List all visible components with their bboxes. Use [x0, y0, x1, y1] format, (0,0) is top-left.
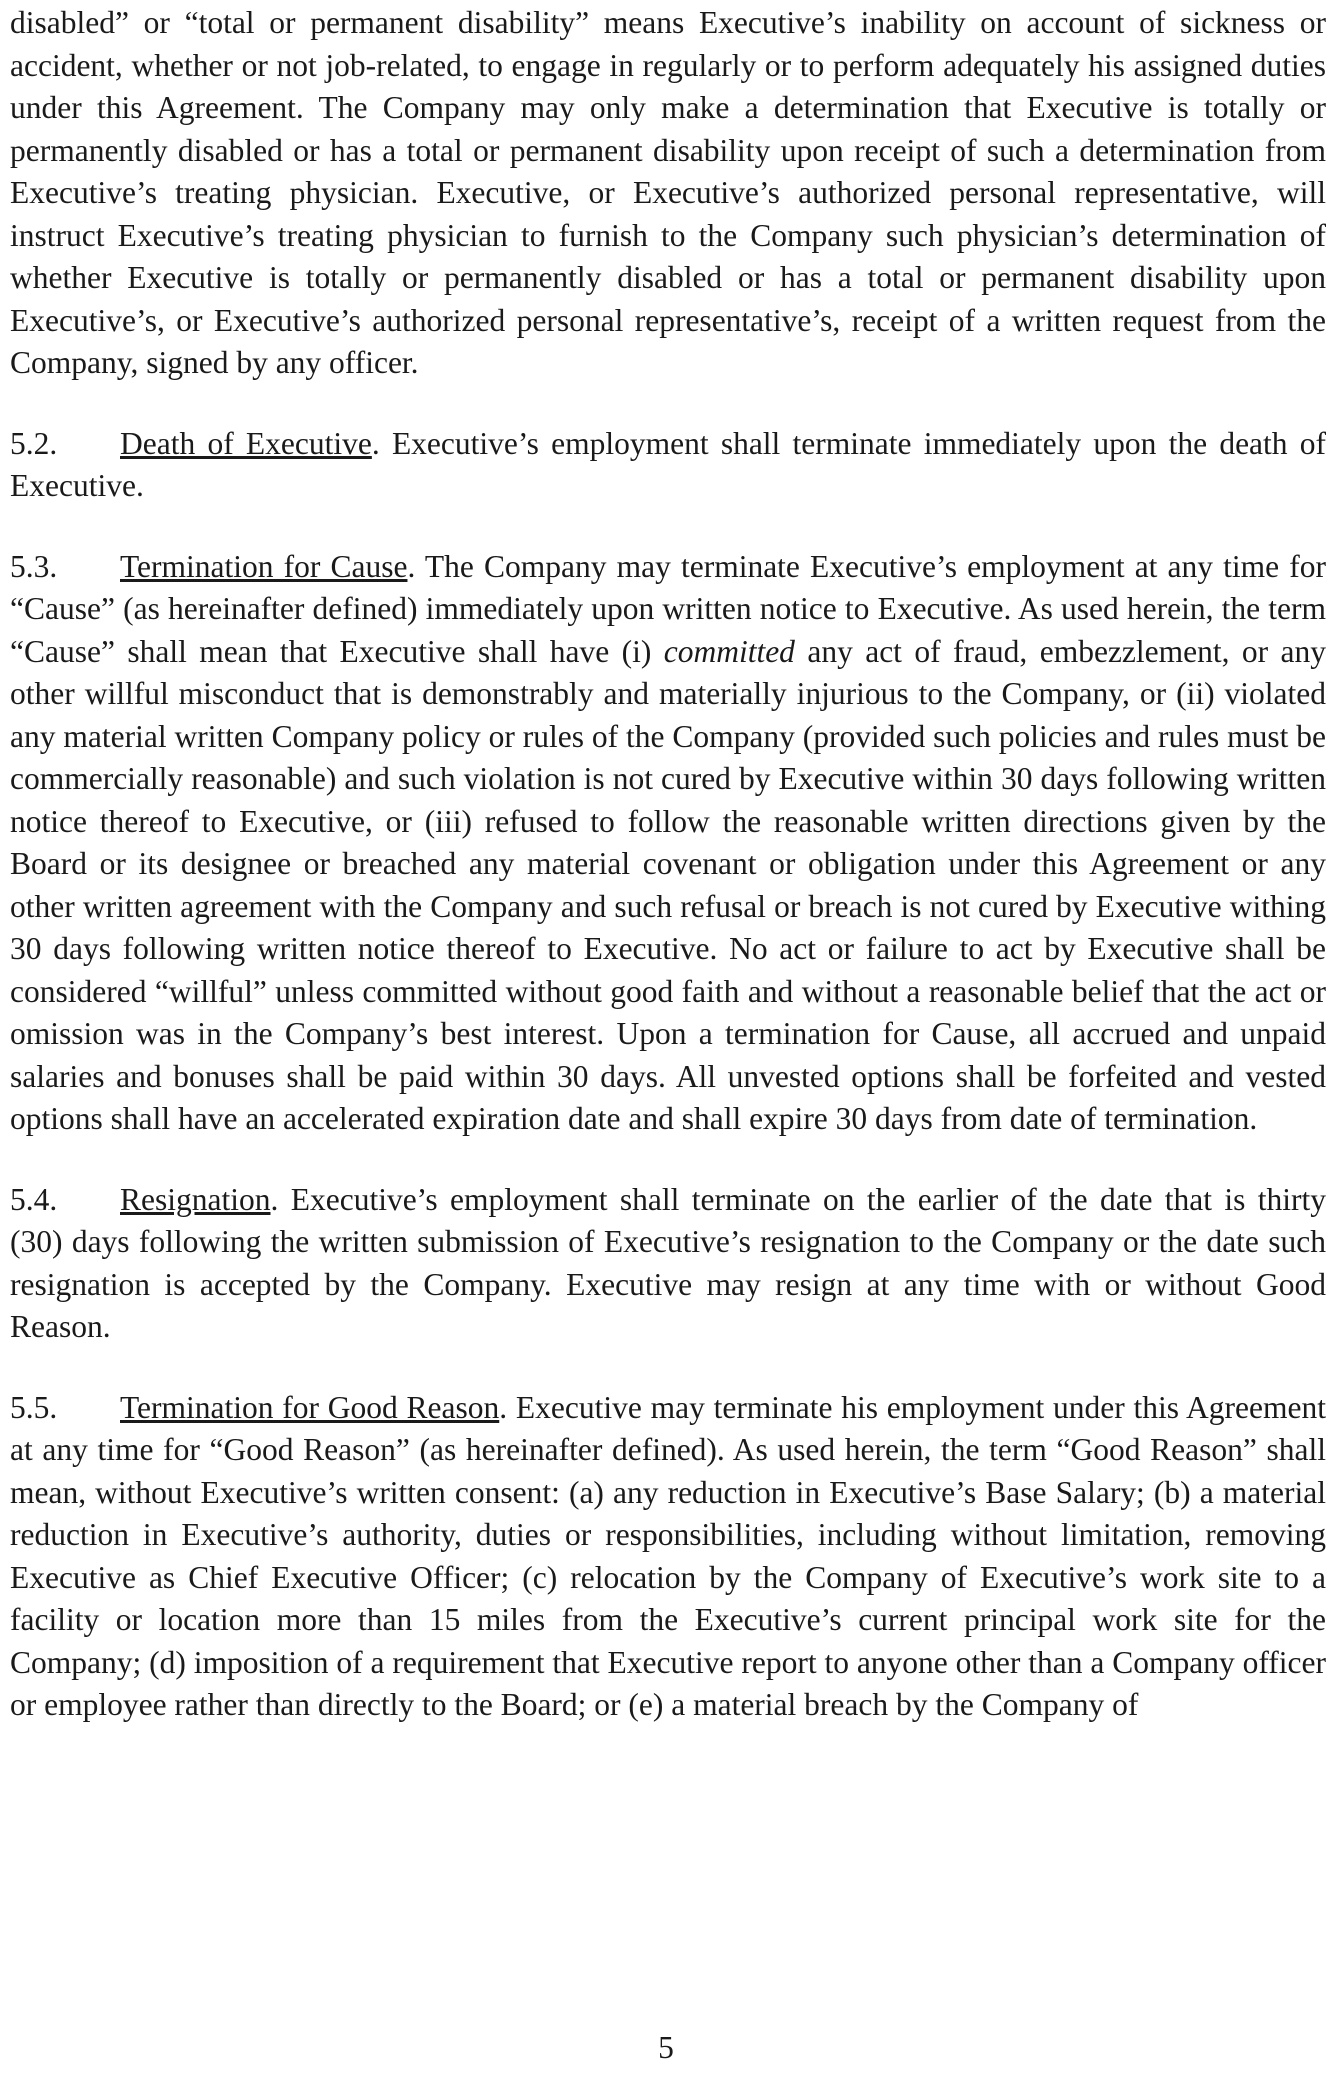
section-body: . The Company may terminate Executive’s employment at any time for “Cause” (as hereinafter defined) immediately upon written notice to Executive. As used herein, the term “Cause” shall mean that Executive shall have (i): [10, 548, 1326, 669]
section-body: . Executive may terminate his employment under this Agreement at any time for “Good Reason” (as hereinafter defined). As used herein, the term “Good Reason” shall mean, without Executive’s written consent: (a) any reduction in Executive’s Base Salary; (b) a material reduction in Executive’s authority, duties or responsibilities, including without limitation, removing Executive as Chief Executive Officer; (c) relocation by the Company of Executive’s work site to a facility or location more than 15 miles from the Executive’s current principal work site for the Company; (d) imposition of a requirement that Executive report to anyone other than a Company officer or employee rather than directly to the Board; or (e) a material breach by the Company of: [10, 1389, 1326, 1722]
section-body: . Executive’s employment shall terminate on the earlier of the date that is thirty (30) days following the written submission of Executive’s resignation to the Company or the date such resignation is accepted by the Company. Executive may resign at any time with or without Good Reason.: [10, 1181, 1326, 1344]
section-heading: Resignation: [120, 1181, 271, 1217]
section-heading: Death of Executive: [120, 425, 372, 461]
section-heading: Termination for Good Reason: [120, 1389, 500, 1425]
section-body: . Executive’s employment shall terminate immediately upon the death of Executive.: [10, 425, 1326, 503]
intro-paragraph: disabled” or “total or permanent disability” means Executive’s inability on account of sickness or accident, whether or not job-related, to engage in regularly or to perform adequately his assigned duties under this Agreement. The Company may only make a determination that Executive is totally or permanently disabled or has a total or permanent disability upon receipt of such a determination from Executive’s treating physician. Executive, or Executive’s authorized personal representative, will instruct Executive’s treating physician to furnish to the Company such physician’s determination of whether Executive is totally or permanently disabled or has a total or permanent disability upon Executive’s, or Executive’s authorized personal representative’s, receipt of a written request from the Company, signed by any officer.: [10, 5, 1326, 380]
section-number: 5.4.: [10, 1181, 58, 1217]
section-number: 5.5.: [10, 1389, 58, 1425]
section-5-2-paragraph: [10, 423, 1326, 508]
paragraph-spacer: [10, 508, 1326, 546]
paragraph-spacer: [10, 385, 1326, 423]
section-5-5-paragraph: [10, 1387, 1326, 1727]
section-body-continued: any act of fraud, embezzlement, or any other willful misconduct that is demonstrably and materially injurious to the Company, or (ii) violated any material written Company policy or rules of the Company (provided such policies and rules must be commercially reasonable) and such violation is not cured by Executive within 30 days following written notice thereof to Executive, or (iii) refused to follow the reasonable written directions given by the Board or its designee or breached any material covenant or obligation under this Agreement or any other written agreement with the Company and such refusal or breach is not cured by Executive withing 30 days following written notice thereof to Executive. No act or failure to act by Executive shall be considered “willful” unless committed without good faith and without a reasonable belief that the act or omission was in the Company’s best interest. Upon a termination for Cause, all accrued and unpaid salaries and bonuses shall be paid within 30 days. All unvested options shall be forfeited and vested options shall have an accelerated expiration date and shall expire 30 days from date of termination.: [10, 633, 1326, 1136]
section-number: 5.2.: [10, 425, 58, 461]
section-heading: Termination for Cause: [120, 548, 408, 584]
section-5-4-paragraph: [10, 1179, 1326, 1349]
page-number: 5: [658, 2030, 674, 2065]
section-number: 5.3.: [10, 548, 58, 584]
document-page: [10, 2, 1326, 1727]
italic-term: committed: [663, 633, 795, 669]
section-5-3-paragraph: [10, 546, 1326, 1141]
paragraph-spacer: [10, 1141, 1326, 1179]
paragraph-spacer: [10, 1349, 1326, 1387]
